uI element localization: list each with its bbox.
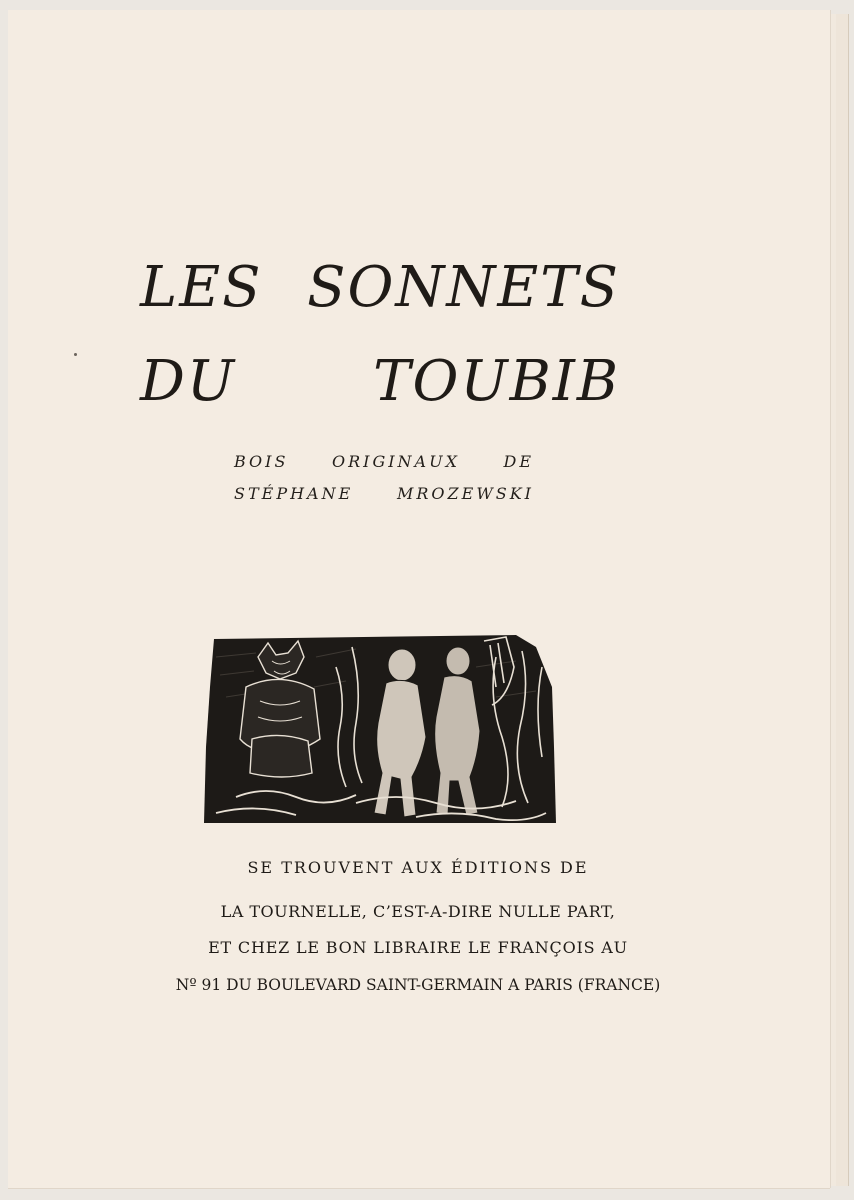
title-line-2: DU TOUBIB — [140, 349, 620, 414]
subtitle-line-1: BOIS ORIGINAUX DE — [234, 452, 534, 471]
imprint-line-1: SE TROUVENT AUX ÉDITIONS DE — [247, 858, 589, 877]
title-line-1: LES SONNETS — [140, 255, 620, 320]
subtitle-line-2: STÉPHANE MROZEWSKI — [234, 484, 534, 503]
imprint-line-2: LA TOURNELLE, C’EST-A-DIRE NULLE PART, — [220, 902, 616, 921]
imprint-line-3: ET CHEZ LE BON LIBRAIRE LE FRANÇOIS AU — [208, 938, 628, 957]
title-page — [8, 10, 830, 1188]
imprint-line-4: Nº 91 DU BOULEVARD SAINT-GERMAIN A PARIS (FRANCE) — [175, 976, 661, 994]
woodcut-illustration-icon — [196, 627, 556, 824]
paper-speck — [74, 353, 77, 356]
page-edge — [836, 14, 849, 1186]
